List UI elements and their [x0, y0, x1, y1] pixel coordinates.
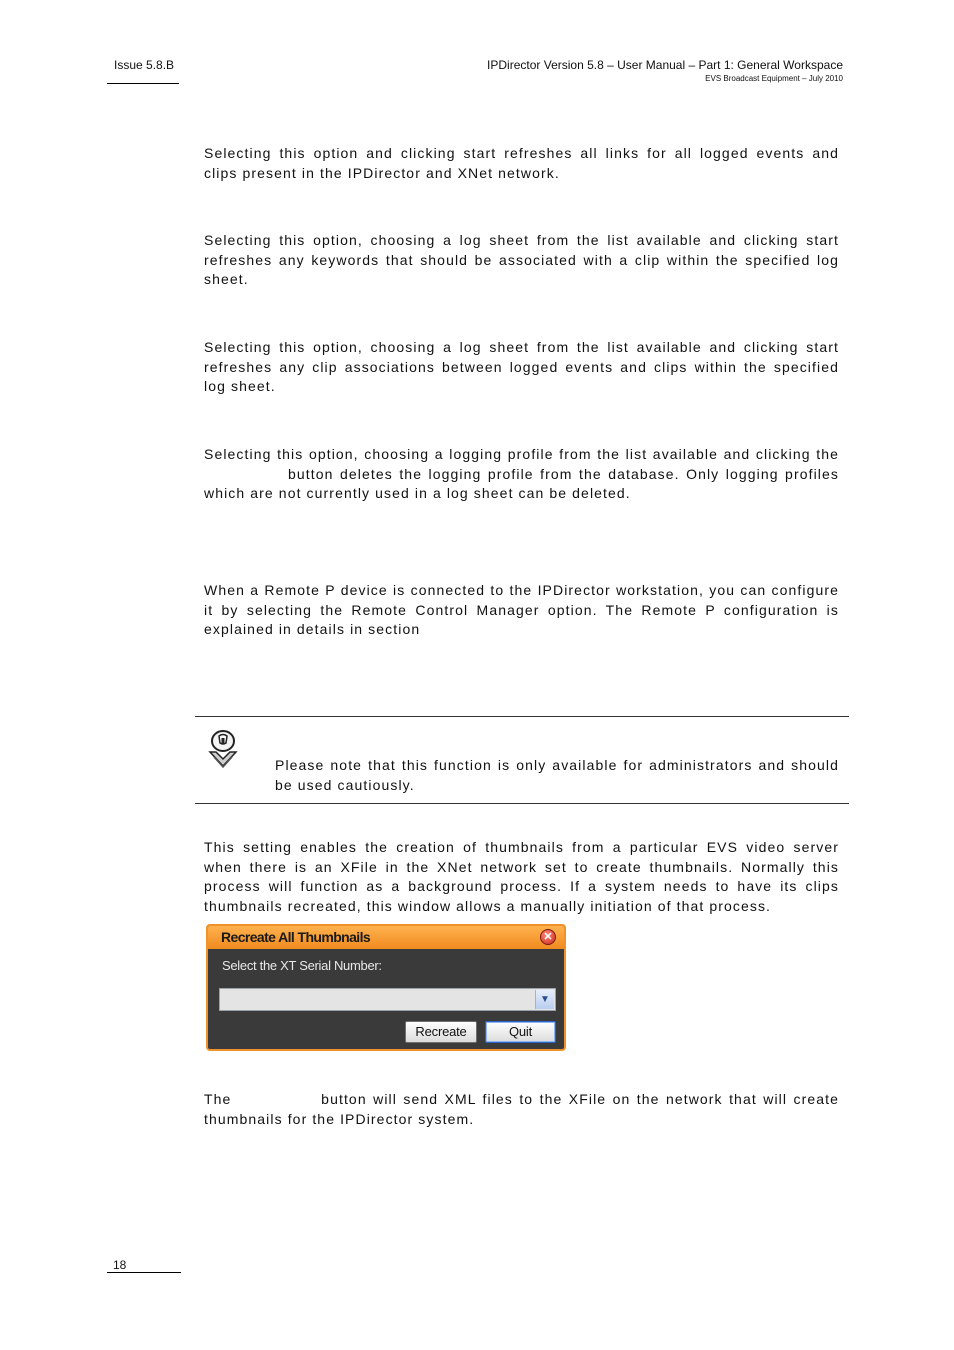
header-title: IPDirector Version 5.8 – User Manual – Part 1: General Workspace: [487, 58, 843, 72]
footer-rule: [107, 1272, 181, 1273]
close-icon[interactable]: ✕: [540, 929, 556, 945]
note-pin-icon: [206, 730, 240, 770]
header-subtitle: EVS Broadcast Equipment – July 2010: [705, 74, 843, 83]
recreate-thumbnails-dialog: [206, 924, 566, 1051]
note-text: Please note that this function is only available for administrators and should be used cautiously.: [275, 757, 839, 793]
paragraph-recreate-button: The button will send XML files to the XFile on the network that will create thumbnails for the IPDirector system.: [204, 1091, 839, 1127]
dialog-title: Recreate All Thumbnails: [221, 929, 371, 945]
xt-serial-label: Select the XT Serial Number:: [222, 958, 382, 973]
chevron-down-icon[interactable]: ▼: [535, 990, 554, 1009]
paragraph-refresh-keywords: Selecting this option, choosing a log sheet from the list available and clicking start refreshes any keywords that should be associated with a clip within the specified log sheet.: [204, 232, 839, 287]
quit-button[interactable]: Quit: [485, 1021, 556, 1043]
header-rule: [107, 83, 179, 84]
page-number: 18: [113, 1258, 127, 1272]
xt-serial-select[interactable]: [219, 988, 556, 1011]
recreate-button[interactable]: Recreate: [405, 1021, 477, 1043]
paragraph-thumbnails: This setting enables the creation of thumbnails from a particular EVS video server when there is an XFile in the XNet network set to create thumbnails. Normally this process will function as a background process. If a system needs to have its clips thumbnails recreated, this window allows a manually initiation of that process.: [204, 839, 839, 914]
note-bottom-rule: [195, 803, 849, 804]
paragraph-remote-control: When a Remote P device is connected to the IPDirector workstation, you can configure it by selecting the Remote Control Manager option. The Remote P configuration is explained in details in section: [204, 582, 839, 637]
paragraph-refresh-links: Selecting this option and clicking start refreshes all links for all logged events and clips present in the IPDirector and XNet network.: [204, 145, 839, 181]
header-issue: Issue 5.8.B: [114, 58, 175, 72]
note-top-rule: [195, 716, 849, 717]
dialog-title-bar: [208, 926, 564, 949]
paragraph-refresh-associations: Selecting this option, choosing a log sheet from the list available and clicking start refreshes any clip associations between logged events and clips within the specified log sheet.: [204, 339, 839, 394]
paragraph-delete-profile: Selecting this option, choosing a logging profile from the list available and clicking the button deletes the logging profile from the database. Only logging profiles which are not currently used in a log sheet can be deleted.: [204, 446, 839, 501]
